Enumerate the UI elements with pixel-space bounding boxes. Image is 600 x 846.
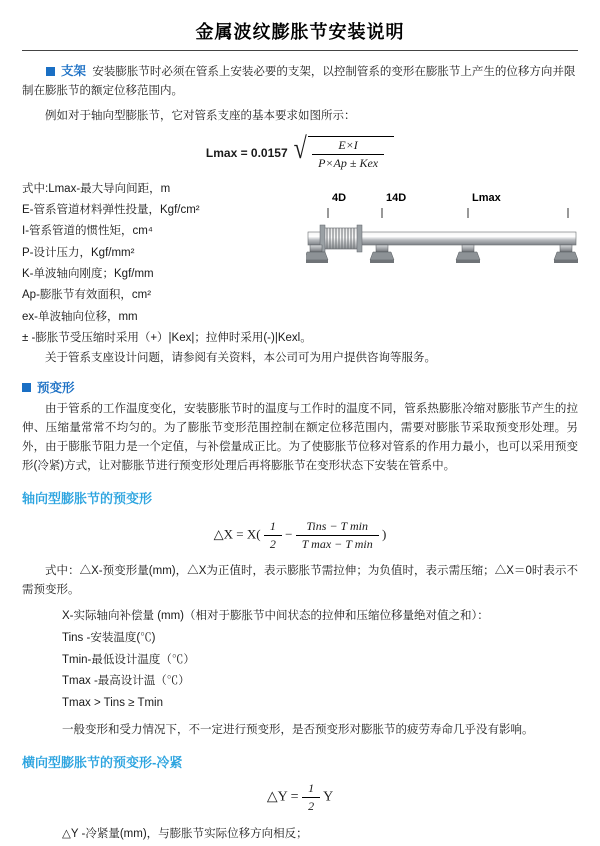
support-paragraph-2: 例如对于轴向型膨胀节，它对管系支座的基本要求如图所示： bbox=[45, 109, 356, 122]
axial-temp-numerator: Tins − T min bbox=[296, 519, 379, 536]
axial-predeform-formula bbox=[22, 519, 578, 552]
consult-note: 关于管系支座设计问题，请参阅有关资料，本公司可为用户提供咨询等服务。 bbox=[45, 352, 436, 365]
axial-formula-rhs: ) bbox=[381, 526, 387, 542]
predeform-paragraph: 由于管系的工作温度变化，安装膨胀节时的温度与工作时的温度不同，管系热膨胀冷缩对膨胀节产生的拉伸、压缩量常常不均匀的。为了膨胀节变形范围控制在额定位移范围内，需要对膨胀节采取预变形处理。另外，由于膨胀节阻力是一个定值，与补偿量成正比。为了使膨胀节位移对管系的作用力最小，也可以采用预变形(冷紧)方式，让对膨胀节进行预变形处理后再将膨胀节在变形状态下安装在管系中。 bbox=[22, 403, 578, 472]
lmax-formula bbox=[22, 131, 578, 171]
lmax-denominator: P×Ap ± Kex bbox=[318, 155, 379, 170]
lateral-subsection-heading: 横向型膨胀节的预变形-冷紧 bbox=[22, 755, 183, 770]
lateral-cold-pull-formula bbox=[22, 781, 578, 814]
dimension-lmax-label: Lmax bbox=[472, 192, 501, 204]
axial-symbol-line: Tins -安装温度(℃) bbox=[62, 631, 156, 644]
axial-symbol-line: Tmax > Tins ≥ Tmin bbox=[62, 697, 163, 710]
lmax-numerator: E×I bbox=[312, 138, 384, 155]
predeform-section-heading: 预变形 bbox=[37, 381, 75, 395]
axial-symbol-line: X-实际轴向补偿量 (mm)（相对于膨胀节中间状态的拉伸和压缩位移量绝对值之和）： bbox=[62, 609, 489, 622]
page-title: 金属波纹膨胀节安装说明 bbox=[195, 22, 405, 42]
axial-symbol-line: Tmax -最高设计温（℃） bbox=[62, 675, 190, 688]
piping-diagram bbox=[306, 192, 578, 278]
lateral-formula-rhs: Y bbox=[323, 789, 334, 805]
lateral-half-numerator: 1 bbox=[302, 781, 320, 798]
blue-square-icon bbox=[46, 67, 55, 76]
support-paragraph-1: 安装膨胀节时必须在管系上安装必要的支架，以控制管系的变形在膨胀节上产生的位移方向并限制在膨胀节的额定位移范围内。 bbox=[22, 66, 576, 97]
blue-square-icon bbox=[22, 383, 31, 392]
axial-half-numerator: 1 bbox=[264, 519, 282, 536]
lateral-half-fraction bbox=[302, 781, 320, 814]
lateral-note: △Y -冷紧量(mm)，与膨胀节实际位移方向相反； bbox=[62, 828, 308, 840]
legend-item: K-单波轴向刚度；Kgf/mm bbox=[22, 267, 154, 280]
legend-item: 式中:Lmax-最大导向间距，m bbox=[22, 182, 171, 195]
axial-formula-minus: − bbox=[285, 526, 293, 542]
legend-item: Ap-膨胀节有效面积，cm² bbox=[22, 289, 152, 302]
axial-closing-note: 一般变形和受力情况下，不一定进行预变形，是否预变形对膨胀节的疲劳寿命几乎没有影响。 bbox=[62, 724, 534, 737]
legend-item: ex-单波轴向位移，mm bbox=[22, 310, 138, 323]
dimension-14d-label: 14D bbox=[386, 192, 407, 204]
dimension-4d-label: 4D bbox=[332, 192, 347, 204]
lateral-formula-lhs: △Y = bbox=[266, 789, 299, 805]
square-root-icon: √ $\frac{E\times I}{\text{P×Ap ± Kex}}$ bbox=[292, 136, 394, 171]
title-divider bbox=[22, 50, 578, 51]
legend-item: I-管系管道的惯性矩，cm⁴ bbox=[22, 225, 153, 238]
predeform-section-heading-row bbox=[22, 378, 578, 396]
axial-half-fraction bbox=[264, 519, 282, 552]
lmax-formula-lhs: Lmax = 0.0157 bbox=[205, 146, 288, 161]
axial-formula-lhs: △X = X( bbox=[213, 526, 261, 542]
legend-list bbox=[22, 179, 312, 349]
axial-subsection-heading: 轴向型膨胀节的预变形 bbox=[22, 490, 153, 506]
diagram-dimension-labels bbox=[306, 192, 578, 204]
legend-item: E-管系管道材料弹性投量，Kgf/cm² bbox=[22, 204, 200, 217]
lateral-half-denominator: 2 bbox=[308, 799, 315, 813]
support-section-intro bbox=[22, 61, 578, 101]
support-section-heading: 支架 bbox=[61, 64, 87, 78]
axial-temp-fraction bbox=[296, 519, 379, 552]
axial-where-note: 式中：△X-预变形量(mm)，△X为正值时，表示膨胀节需拉伸；为负值时，表示需压缩；△X＝0时表示不需预变形。 bbox=[22, 564, 578, 596]
legend-item: ± -膨胀节受压缩时采用（+）|Kex|；拉伸时采用(-)|Kexl。 bbox=[22, 331, 312, 344]
axial-temp-denominator: T max − T min bbox=[301, 536, 373, 551]
legend-item: P-设计压力，Kgf/mm² bbox=[22, 246, 135, 259]
axial-symbol-line: Tmin-最低设计温度（℃） bbox=[62, 653, 195, 666]
diagram-figure bbox=[306, 206, 578, 278]
axial-half-denominator: 2 bbox=[269, 536, 276, 551]
